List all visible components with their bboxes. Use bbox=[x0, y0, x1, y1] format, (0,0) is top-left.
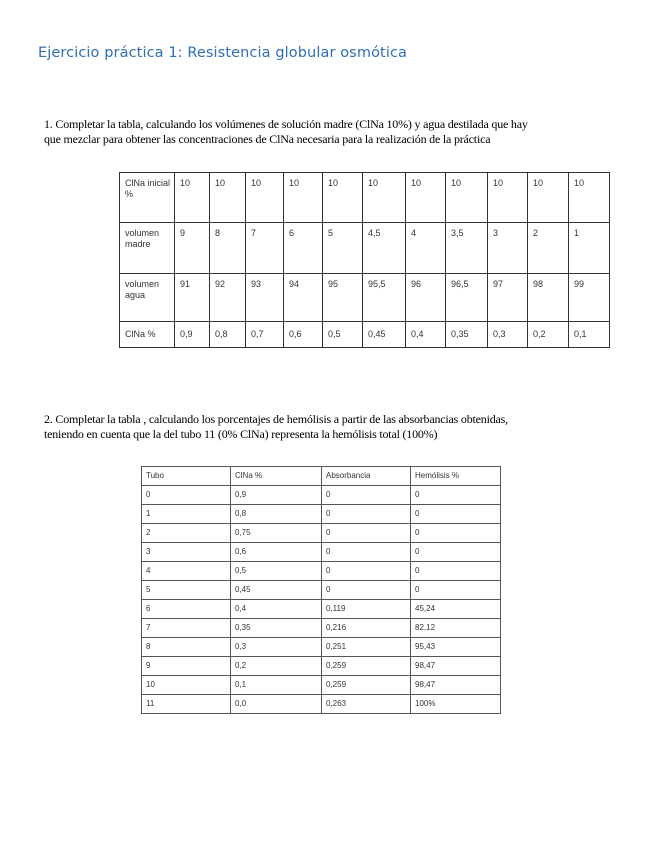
hemolysis-table-cell: 0,8 bbox=[231, 505, 322, 524]
dilution-table-cell: 0,35 bbox=[446, 322, 488, 348]
dilution-table-cell: 10 bbox=[246, 173, 284, 223]
hemolysis-table-cell: 0 bbox=[322, 524, 411, 543]
dilution-table-cell: 10 bbox=[488, 173, 528, 223]
hemolysis-table-row bbox=[142, 600, 501, 619]
hemolysis-column-header: Tubo bbox=[142, 467, 231, 486]
dilution-table-row bbox=[120, 223, 610, 274]
hemolysis-column-header: Hemólisis % bbox=[411, 467, 501, 486]
dilution-table-cell: 0,6 bbox=[284, 322, 323, 348]
hemolysis-table-row bbox=[142, 543, 501, 562]
dilution-row-label: ClNa % bbox=[120, 322, 175, 348]
hemolysis-table-cell: 82,12 bbox=[411, 619, 501, 638]
hemolysis-table-cell: 8 bbox=[142, 638, 231, 657]
dilution-table-cell: 94 bbox=[284, 274, 323, 322]
hemolysis-table-cell: 0 bbox=[322, 543, 411, 562]
hemolysis-table bbox=[141, 466, 501, 714]
hemolysis-table-cell: 0,251 bbox=[322, 638, 411, 657]
dilution-row-label: volumen madre bbox=[120, 223, 175, 274]
hemolysis-table-cell: 95,43 bbox=[411, 638, 501, 657]
hemolysis-table-cell: 0,259 bbox=[322, 657, 411, 676]
dilution-table-cell: 8 bbox=[210, 223, 246, 274]
hemolysis-table-cell: 45,24 bbox=[411, 600, 501, 619]
dilution-table-cell: 9 bbox=[175, 223, 210, 274]
dilution-table bbox=[119, 172, 610, 348]
dilution-table-cell: 0,3 bbox=[488, 322, 528, 348]
hemolysis-table-row bbox=[142, 695, 501, 714]
hemolysis-table-cell: 0,216 bbox=[322, 619, 411, 638]
dilution-table-cell: 0,7 bbox=[246, 322, 284, 348]
dilution-table-cell: 0,9 bbox=[175, 322, 210, 348]
dilution-table-cell: 3 bbox=[488, 223, 528, 274]
dilution-table-cell: 0,8 bbox=[210, 322, 246, 348]
hemolysis-table-cell: 0 bbox=[142, 486, 231, 505]
dilution-table-cell: 10 bbox=[528, 173, 569, 223]
dilution-table-cell: 4 bbox=[406, 223, 446, 274]
dilution-table-cell: 95 bbox=[323, 274, 363, 322]
hemolysis-table-cell: 0,45 bbox=[231, 581, 322, 600]
hemolysis-table-cell: 5 bbox=[142, 581, 231, 600]
hemolysis-table-cell: 0 bbox=[411, 543, 501, 562]
instruction-1-line-1: 1. Completar la tabla, calculando los volúmenes de solución madre (ClNa 10%) y agua destilada que hay bbox=[44, 117, 528, 131]
hemolysis-table-cell: 0 bbox=[322, 486, 411, 505]
dilution-table-cell: 6 bbox=[284, 223, 323, 274]
dilution-table-row bbox=[120, 274, 610, 322]
hemolysis-table-cell: 0,5 bbox=[231, 562, 322, 581]
dilution-table-cell: 10 bbox=[175, 173, 210, 223]
hemolysis-table-cell: 0 bbox=[411, 562, 501, 581]
dilution-table-row bbox=[120, 322, 610, 348]
hemolysis-table-cell: 0 bbox=[411, 524, 501, 543]
hemolysis-table-cell: 0,2 bbox=[231, 657, 322, 676]
dilution-table-cell: 0,5 bbox=[323, 322, 363, 348]
dilution-table-cell: 0,4 bbox=[406, 322, 446, 348]
hemolysis-table-cell: 0,75 bbox=[231, 524, 322, 543]
dilution-table-cell: 99 bbox=[569, 274, 610, 322]
dilution-table-cell: 0,45 bbox=[363, 322, 406, 348]
hemolysis-table-cell: 0,263 bbox=[322, 695, 411, 714]
hemolysis-table-cell: 0,35 bbox=[231, 619, 322, 638]
dilution-row-label: ClNa inicial % bbox=[120, 173, 175, 223]
hemolysis-table-cell: 11 bbox=[142, 695, 231, 714]
hemolysis-table-cell: 9 bbox=[142, 657, 231, 676]
hemolysis-column-header: Absorbancia bbox=[322, 467, 411, 486]
document-title: Ejercicio práctica 1: Resistencia globular osmótica bbox=[38, 45, 408, 61]
dilution-table-cell: 3,5 bbox=[446, 223, 488, 274]
dilution-table-cell: 95,5 bbox=[363, 274, 406, 322]
instruction-1-line-2: que mezclar para obtener las concentraciones de ClNa necesaria para la realización de la práctica bbox=[44, 132, 491, 146]
hemolysis-table-cell: 0 bbox=[411, 486, 501, 505]
hemolysis-table-cell: 6 bbox=[142, 600, 231, 619]
hemolysis-table-cell: 4 bbox=[142, 562, 231, 581]
dilution-table-cell: 98 bbox=[528, 274, 569, 322]
dilution-table-cell: 10 bbox=[323, 173, 363, 223]
dilution-table-cell: 93 bbox=[246, 274, 284, 322]
dilution-table-cell: 10 bbox=[446, 173, 488, 223]
hemolysis-table-cell: 2 bbox=[142, 524, 231, 543]
hemolysis-table-row bbox=[142, 524, 501, 543]
hemolysis-header-row bbox=[142, 467, 501, 486]
hemolysis-table-cell: 7 bbox=[142, 619, 231, 638]
dilution-table-cell: 10 bbox=[210, 173, 246, 223]
hemolysis-table-cell: 10 bbox=[142, 676, 231, 695]
hemolysis-column-header: ClNa % bbox=[231, 467, 322, 486]
dilution-table-cell: 5 bbox=[323, 223, 363, 274]
hemolysis-table-row bbox=[142, 505, 501, 524]
hemolysis-table-cell: 0,259 bbox=[322, 676, 411, 695]
instruction-2-line-1: 2. Completar la tabla , calculando los porcentajes de hemólisis a partir de las absorbancias obtenidas, bbox=[44, 412, 508, 426]
dilution-table-cell: 92 bbox=[210, 274, 246, 322]
hemolysis-table-cell: 98,47 bbox=[411, 657, 501, 676]
instruction-2 bbox=[44, 412, 624, 442]
hemolysis-table-row bbox=[142, 619, 501, 638]
dilution-table-cell: 1 bbox=[569, 223, 610, 274]
hemolysis-table-cell: 0 bbox=[322, 562, 411, 581]
dilution-table-cell: 96,5 bbox=[446, 274, 488, 322]
hemolysis-table-row bbox=[142, 581, 501, 600]
hemolysis-table-cell: 0,0 bbox=[231, 695, 322, 714]
instruction-1 bbox=[44, 117, 624, 147]
hemolysis-table-cell: 0,1 bbox=[231, 676, 322, 695]
hemolysis-table-row bbox=[142, 486, 501, 505]
dilution-table-cell: 2 bbox=[528, 223, 569, 274]
dilution-table-row bbox=[120, 173, 610, 223]
hemolysis-table-cell: 1 bbox=[142, 505, 231, 524]
hemolysis-table-row bbox=[142, 676, 501, 695]
dilution-table-cell: 10 bbox=[284, 173, 323, 223]
hemolysis-table-cell: 100% bbox=[411, 695, 501, 714]
dilution-table-cell: 0,1 bbox=[569, 322, 610, 348]
dilution-table-cell: 10 bbox=[406, 173, 446, 223]
hemolysis-table-cell: 98,47 bbox=[411, 676, 501, 695]
instruction-2-line-2: teniendo en cuenta que la del tubo 11 (0% ClNa) representa la hemólisis total (100%) bbox=[44, 427, 438, 441]
hemolysis-table-cell: 0 bbox=[411, 581, 501, 600]
dilution-table-cell: 7 bbox=[246, 223, 284, 274]
hemolysis-table-cell: 0 bbox=[322, 581, 411, 600]
hemolysis-table-cell: 0,119 bbox=[322, 600, 411, 619]
dilution-table-cell: 4,5 bbox=[363, 223, 406, 274]
dilution-table-cell: 91 bbox=[175, 274, 210, 322]
hemolysis-table-row bbox=[142, 657, 501, 676]
dilution-table-cell: 10 bbox=[363, 173, 406, 223]
hemolysis-table-cell: 0,9 bbox=[231, 486, 322, 505]
hemolysis-table-row bbox=[142, 638, 501, 657]
hemolysis-table-cell: 0 bbox=[322, 505, 411, 524]
dilution-table-cell: 10 bbox=[569, 173, 610, 223]
hemolysis-table-row bbox=[142, 562, 501, 581]
hemolysis-table-cell: 0 bbox=[411, 505, 501, 524]
hemolysis-table-cell: 0,3 bbox=[231, 638, 322, 657]
hemolysis-table-cell: 0,4 bbox=[231, 600, 322, 619]
hemolysis-table-cell: 0,6 bbox=[231, 543, 322, 562]
dilution-row-label: volumen agua bbox=[120, 274, 175, 322]
dilution-table-cell: 96 bbox=[406, 274, 446, 322]
dilution-table-cell: 97 bbox=[488, 274, 528, 322]
hemolysis-table-cell: 3 bbox=[142, 543, 231, 562]
dilution-table-cell: 0,2 bbox=[528, 322, 569, 348]
